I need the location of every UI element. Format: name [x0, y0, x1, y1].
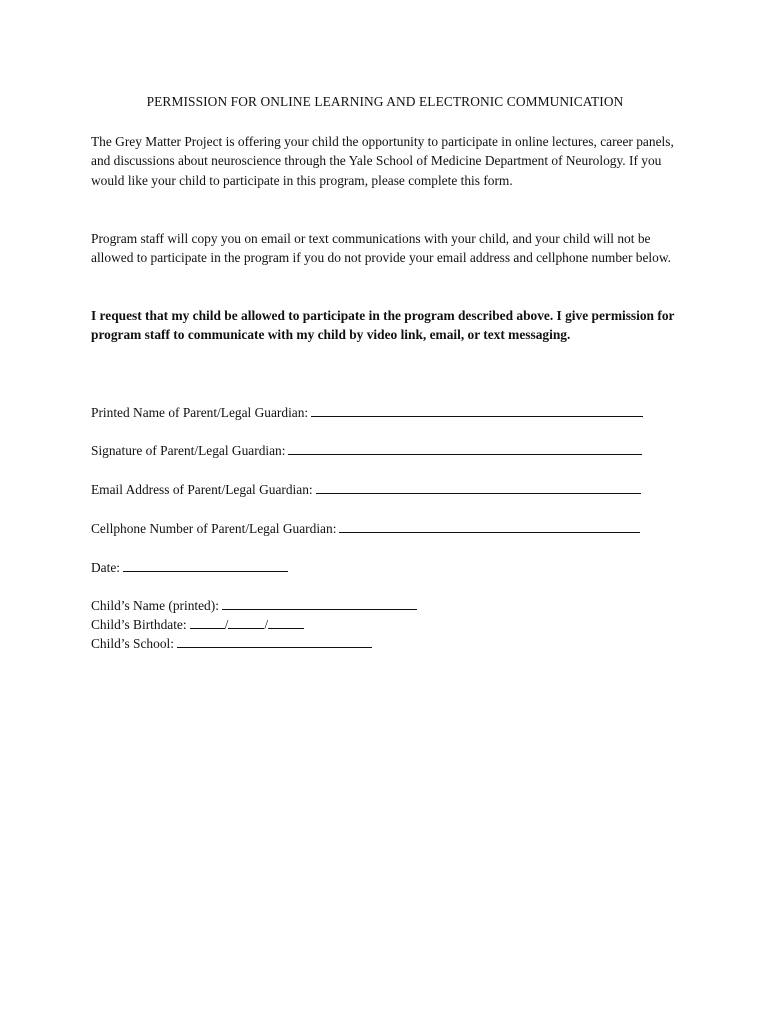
date-label: Date: — [91, 560, 120, 575]
signature-field[interactable] — [288, 440, 642, 455]
email-field[interactable] — [316, 479, 641, 494]
birthdate-year-field[interactable] — [268, 614, 304, 629]
cellphone-field[interactable] — [339, 518, 640, 533]
printed-name-row — [91, 402, 643, 422]
cellphone-label: Cellphone Number of Parent/Legal Guardian: — [91, 521, 337, 536]
child-school-label: Child’s School: — [91, 636, 174, 651]
email-row — [91, 479, 641, 499]
child-birthdate-row — [91, 614, 304, 634]
birthdate-separator: / — [264, 617, 269, 632]
form-title: PERMISSION FOR ONLINE LEARNING AND ELECTRONIC COMMUNICATION — [146, 94, 624, 109]
printed-name-field[interactable] — [311, 402, 643, 417]
child-school-row — [91, 633, 372, 653]
child-name-label: Child’s Name (printed): — [91, 598, 219, 613]
date-field[interactable] — [123, 557, 288, 572]
intro-paragraph: The Grey Matter Project is offering your child the opportunity to participate in online lectures, career panels, and discussions about neuroscience through the Yale School of Medicine Department of Neurology. If you would like your child to participate in this program, please complete this form. — [91, 134, 674, 188]
printed-name-label: Printed Name of Parent/Legal Guardian: — [91, 405, 309, 420]
birthdate-day-field[interactable] — [228, 614, 264, 629]
date-row — [91, 557, 288, 577]
email-label: Email Address of Parent/Legal Guardian: — [91, 482, 313, 497]
child-school-field[interactable] — [177, 633, 372, 648]
notice-paragraph: Program staff will copy you on email or text communications with your child, and your child will not be allowed to participate in the program if you do not provide your email address and cellphone number below. — [91, 231, 671, 266]
birthdate-month-field[interactable] — [190, 614, 225, 629]
child-birthdate-label: Child’s Birthdate: — [91, 617, 187, 632]
cellphone-row — [91, 518, 640, 538]
child-name-field[interactable] — [222, 595, 417, 610]
consent-statement: I request that my child be allowed to participate in the program described above. I give permission for program staff to communicate with my child by video link, email, or text messaging. — [91, 308, 675, 343]
signature-row — [91, 440, 642, 460]
signature-label: Signature of Parent/Legal Guardian: — [91, 443, 286, 458]
child-name-row — [91, 595, 417, 615]
birthdate-separator: / — [224, 617, 229, 632]
